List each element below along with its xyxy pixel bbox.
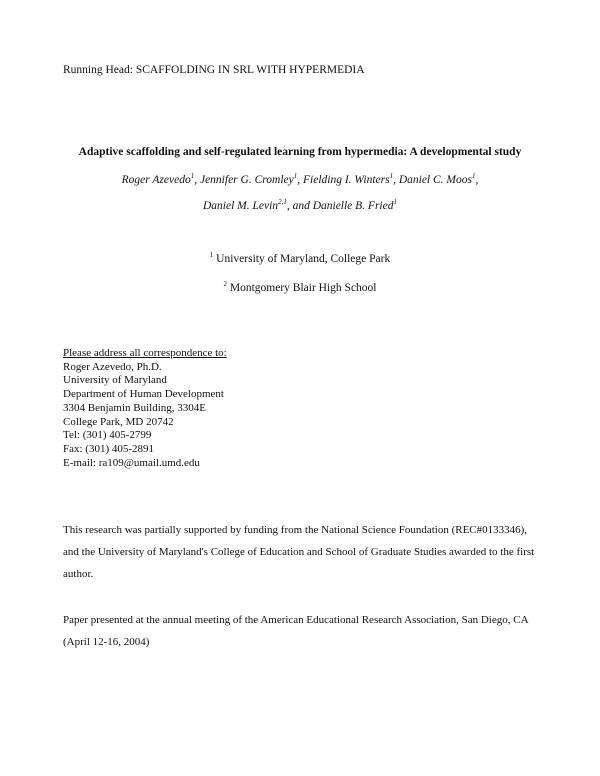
author-separator: ,: [297, 174, 304, 186]
correspondence-line: 3304 Benjamin Building, 3304E: [63, 401, 206, 414]
affiliation-1: [0, 253, 600, 265]
author-name: Fielding I. Winters: [303, 174, 390, 186]
author-affiliation-marker: 1: [293, 172, 298, 181]
correspondence-block: [63, 347, 227, 470]
correspondence-line: Fax: (301) 405-2891: [63, 442, 155, 455]
author-separator: , and: [286, 200, 313, 212]
author-separator: ,: [475, 174, 479, 186]
correspondence-line: Tel: (301) 405-2799: [63, 429, 152, 442]
author-affiliation-marker: 1: [393, 198, 397, 207]
affiliation-marker: 2: [223, 280, 227, 289]
correspondence-line: College Park, MD 20742: [63, 415, 174, 428]
running-head: Running Head: SCAFFOLDING IN SRL WITH HYPERMEDIA: [63, 64, 365, 76]
author-separator: ,: [194, 174, 200, 186]
affiliation-text: Montgomery Blair High School: [229, 282, 377, 294]
correspondence-email: E-mail: ra109@umail.umd.edu: [63, 456, 200, 469]
author-affiliation-marker: 2,1: [278, 198, 287, 207]
affiliation-text: University of Maryland, College Park: [216, 253, 391, 265]
affiliation-marker: 1: [209, 251, 214, 260]
author-affiliation-marker: 1: [471, 172, 476, 181]
author-affiliation-marker: 1: [389, 172, 394, 181]
author-name: Jennifer G. Cromley: [199, 174, 294, 186]
correspondence-line: Department of Human Development: [63, 388, 224, 401]
affiliation-2: [0, 282, 600, 294]
author-list-line-1: [0, 174, 600, 186]
author-name: Danielle B. Fried: [312, 200, 394, 212]
funding-note: This research was partially supported by funding from the National Science Foundation (REC#0133346), and the University of Maryland's College of Education and School of Graduate Studies awarded to the first author.: [63, 524, 535, 580]
author-separator: ,: [393, 174, 399, 186]
correspondence-line: University of Maryland: [63, 374, 167, 387]
author-name: Daniel M. Levin: [203, 200, 279, 212]
author-name: Daniel C. Moos: [398, 174, 472, 186]
author-name: Roger Azevedo: [121, 174, 191, 186]
paper-title: Adaptive scaffolding and self-regulated learning from hypermedia: A developmental study: [78, 146, 522, 158]
author-list-line-2: [0, 200, 600, 212]
correspondence-label: Please address all correspondence to:: [63, 347, 227, 359]
correspondence-line: Roger Azevedo, Ph.D.: [63, 360, 162, 373]
author-affiliation-marker: 1: [190, 172, 195, 181]
presentation-note: Paper presented at the annual meeting of the American Educational Research Association, San Diego, CA (April 12-16, 2004): [63, 614, 528, 648]
